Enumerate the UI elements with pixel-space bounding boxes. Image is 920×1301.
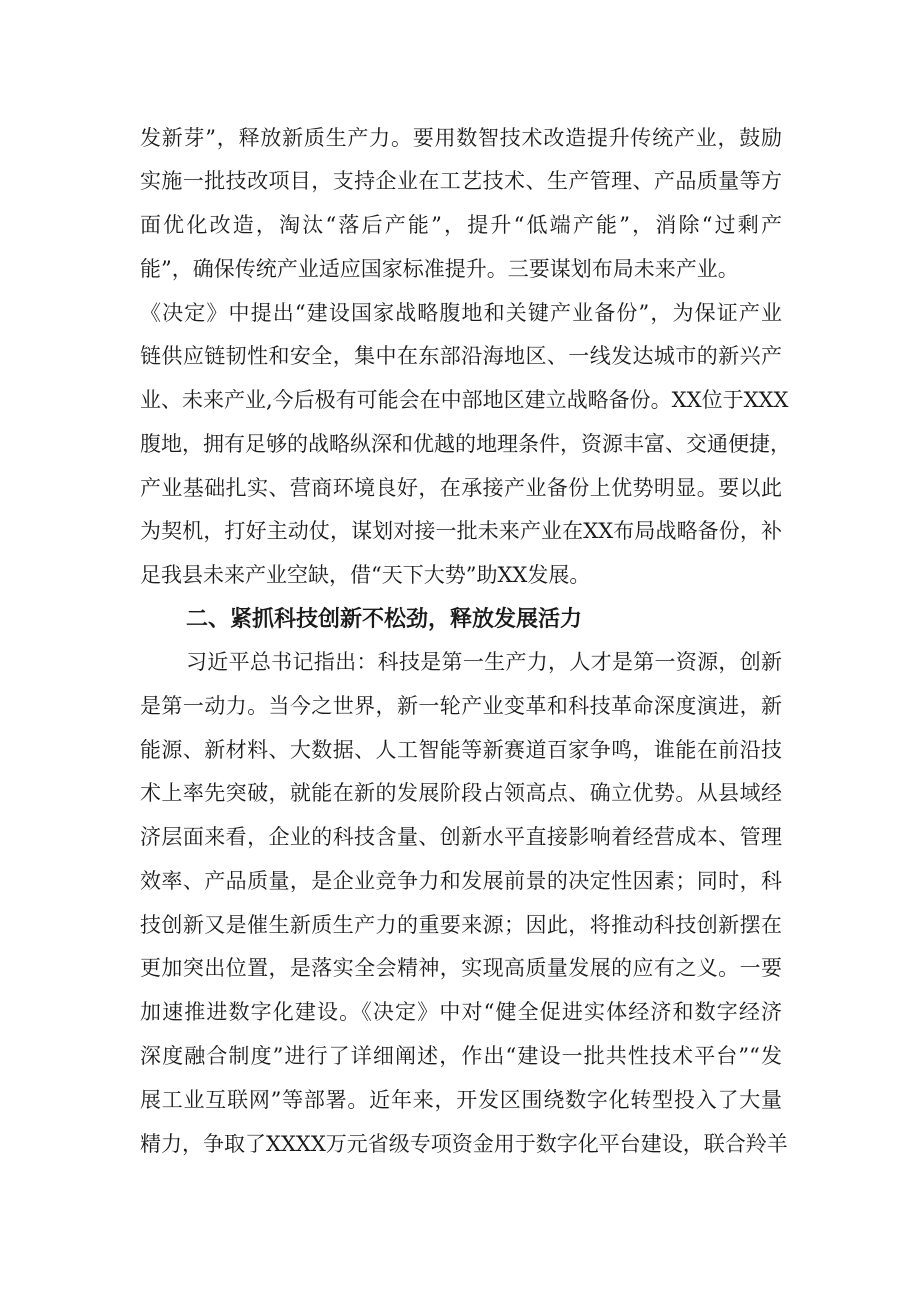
paragraph-line: 腹地，拥有足够的战略纵深和优越的地理条件，资源丰富、交通便捷， xyxy=(140,432,791,456)
paragraph-line: 更加突出位置，是落实全会精神，实现高质量发展的应有之义。一要 xyxy=(140,956,782,980)
paragraph-line: 深度融合制度”进行了详细阐述，作出“建设一批共性技术平台”“发 xyxy=(140,1044,782,1068)
paragraph-line: 面优化改造，淘汰“落后产能”，提升“低端产能”，消除“过剩产 xyxy=(140,213,782,237)
paragraph-line: 术上率先突破，就能在新的发展阶段占领高点、确立优势。从县域经 xyxy=(140,781,782,805)
paragraph-line: 实施一批技改项目，支持企业在工艺技术、生产管理、产品质量等方 xyxy=(140,169,782,193)
section-heading: 二、紧抓科技创新不松劲，释放发展活力 xyxy=(186,607,583,632)
paragraph-line: 《决定》中提出“建设国家战略腹地和关键产业备份”，为保证产业 xyxy=(140,301,782,325)
paragraph-line: 是第一动力。当今之世界，新一轮产业变革和科技革命深度演进，新 xyxy=(140,694,782,718)
paragraph-line: 能源、新材料、大数据、人工智能等新赛道百家争鸣，谁能在前沿技 xyxy=(140,738,782,762)
paragraph-line: 加速推进数字化建设。《决定》中对“健全促进实体经济和数字经济 xyxy=(140,1000,782,1024)
paragraph-line: 产业基础扎实、营商环境良好，在承接产业备份上优势明显。要以此 xyxy=(140,476,782,500)
paragraph-line: 技创新又是催生新质生产力的重要来源；因此，将推动科技创新摆在 xyxy=(140,913,782,937)
paragraph-line: 效率、产品质量，是企业竞争力和发展前景的决定性因素；同时，科 xyxy=(140,869,782,893)
paragraph-line: 为契机，打好主动仗，谋划对接一批未来产业在XX布局战略备份，补 xyxy=(140,519,782,543)
paragraph-line: 济层面来看，企业的科技含量、创新水平直接影响着经营成本、管理 xyxy=(140,825,782,849)
paragraph-line: 业、未来产业,今后极有可能会在中部地区建立战略备份。XX位于XXX xyxy=(140,388,789,412)
paragraph-line: 精力，争取了XXXX万元省级专项资金用于数字化平台建设，联合羚羊 xyxy=(140,1132,788,1156)
paragraph-line: 能”，确保传统产业适应国家标准提升。三要谋划布局未来产业。 xyxy=(140,257,739,281)
paragraph-line: 习近平总书记指出：科技是第一生产力，人才是第一资源，创新 xyxy=(186,650,782,674)
paragraph-line: 足我县未来产业空缺，借“天下大势”助XX发展。 xyxy=(140,563,591,587)
paragraph-line: 发新芽”，释放新质生产力。要用数智技术改造提升传统产业，鼓励 xyxy=(140,126,782,150)
paragraph-line: 链供应链韧性和安全，集中在东部沿海地区、一线发达城市的新兴产 xyxy=(140,344,782,368)
paragraph-line: 展工业互联网”等部署。近年来，开发区围绕数字化转型投入了大量 xyxy=(140,1088,782,1112)
